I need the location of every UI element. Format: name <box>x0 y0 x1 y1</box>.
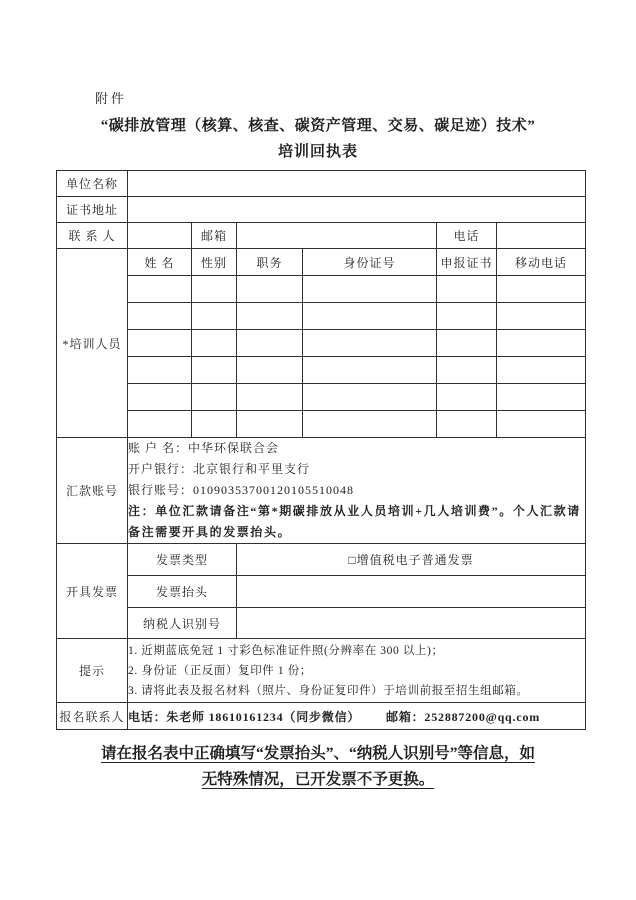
registration-form-table <box>56 170 586 730</box>
tips-content <box>128 639 586 703</box>
row-tips <box>57 639 586 703</box>
email-label: 邮箱 <box>192 223 237 249</box>
row-invoice-type <box>57 544 586 576</box>
trainees-label: *培训人员 <box>57 249 128 438</box>
row-unit-name <box>57 171 586 197</box>
remittance-note: 注：单位汇款请备注“第*期碳排放从业人员培训+几人培训费”。个人汇款请备注需要开具的发票抬头。 <box>128 504 581 539</box>
trainee-row <box>57 330 586 357</box>
cert-address-label: 证书地址 <box>57 197 128 223</box>
row-invoice-title <box>57 576 586 608</box>
taxpayer-id-value <box>237 608 586 639</box>
unit-name-value <box>128 171 586 197</box>
cert-address-value <box>128 197 586 223</box>
remittance-content <box>128 438 586 544</box>
invoice-type-checkbox-option: □增值税电子普通发票 <box>237 544 586 576</box>
footer-notice-line-2: 无特殊情况，已开发票不予更换。 <box>201 771 435 788</box>
invoice-type-label: 发票类型 <box>128 544 237 576</box>
document-title: “碳排放管理（核算、核查、碳资产管理、交易、碳足迹）技术” <box>100 118 536 134</box>
trainee-col-position: 职务 <box>237 249 303 276</box>
row-registration-contact <box>57 703 586 730</box>
tips-line-2: 2. 身份证（正反面）复印件 1 份； <box>128 664 312 677</box>
registration-contact-content <box>128 703 586 730</box>
trainee-col-mobile: 移动电话 <box>497 249 586 276</box>
footer-notice-line-1: 请在报名表中正确填写“发票抬头”、“纳税人识别号”等信息，如 <box>100 745 535 762</box>
trainee-row <box>57 411 586 438</box>
trainee-col-name: 姓 名 <box>128 249 192 276</box>
attachment-label: 附件 <box>95 91 128 106</box>
tips-label: 提示 <box>57 639 128 703</box>
remittance-account-no: 银行账号：01090353700120105510048 <box>128 483 355 497</box>
phone-label: 电话 <box>437 223 497 249</box>
footer-notice <box>0 741 636 793</box>
trainee-col-idnumber: 身份证号 <box>303 249 437 276</box>
remittance-account-name: 账 户 名：中华环保联合会 <box>128 441 280 455</box>
row-remittance <box>57 438 586 544</box>
registration-contact-email: 邮箱：252887200@qq.com <box>386 709 541 724</box>
registration-contact-phone: 电话：朱老师 18610161234（同步微信） <box>128 709 361 724</box>
invoice-label: 开具发票 <box>57 544 128 639</box>
row-taxpayer-id <box>57 608 586 639</box>
invoice-title-label: 发票抬头 <box>128 576 237 608</box>
trainee-row <box>57 357 586 384</box>
trainee-row <box>57 303 586 330</box>
tips-line-3: 3. 请将此表及报名材料（照片、身份证复印件）于培训前报至招生组邮箱。 <box>128 684 529 697</box>
taxpayer-id-label: 纳税人识别号 <box>128 608 237 639</box>
contact-name-value <box>128 223 192 249</box>
trainee-row <box>57 384 586 411</box>
row-cert-address <box>57 197 586 223</box>
trainee-row <box>57 276 586 303</box>
registration-contact-label: 报名联系人 <box>57 703 128 730</box>
invoice-title-value <box>237 576 586 608</box>
unit-name-label: 单位名称 <box>57 171 128 197</box>
email-value <box>237 223 437 249</box>
trainee-col-certificate: 申报证书 <box>437 249 497 276</box>
remittance-label: 汇款账号 <box>57 438 128 544</box>
tips-line-1: 1. 近期蓝底免冠 1 寸彩色标准证件照(分辨率在 300 以上)； <box>128 644 444 657</box>
document-subtitle: 培训回执表 <box>277 144 358 160</box>
trainee-col-gender: 性别 <box>192 249 237 276</box>
contact-label: 联 系 人 <box>57 223 128 249</box>
phone-value <box>497 223 586 249</box>
remittance-bank: 开户银行：北京银行和平里支行 <box>128 462 311 476</box>
row-trainee-header <box>57 249 586 276</box>
row-contact <box>57 223 586 249</box>
